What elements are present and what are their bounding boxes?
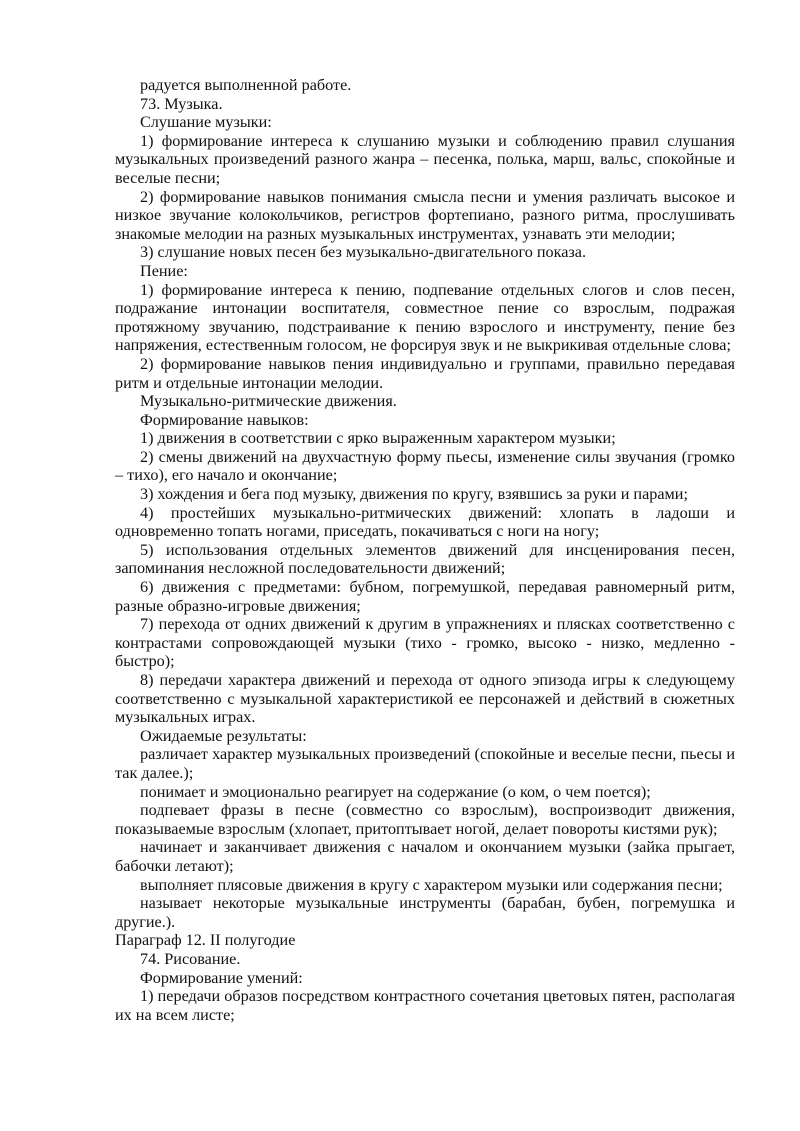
paragraph: различает характер музыкальных произведений (спокойные и веселые песни, пьесы и так далее.); — [115, 745, 735, 782]
paragraph: радуется выполненной работе. — [140, 76, 352, 94]
paragraph: 4) простейших музыкально-ритмических движений: хлопать в ладоши и одновременно топать ногами, приседать, покачиваться с ноги на ногу; — [115, 503, 735, 541]
paragraph: 1) передачи образов посредством контрастного сочетания цветовых пятен, располагая их на всем листе; — [115, 987, 735, 1024]
paragraph: Формирование умений: — [140, 968, 303, 987]
paragraph: 6) движения с предметами: бубном, погремушкой, передавая равномерный ритм, разные образно-игровые движения; — [115, 578, 735, 615]
paragraph: 7) перехода от одних движений к другим в упражнениях и плясках соответственно с контрастами сопровождающей музыки (тихо - громко, высоко - низко, медленно - быстро); — [115, 615, 735, 671]
paragraph: 74. Рисование. — [140, 949, 241, 968]
paragraph: 2) смены движений на двухчастную форму пьесы, изменение силы звучания (громко – тихо), его начало и окончание; — [115, 447, 735, 485]
paragraph: 2) формирование навыков пения индивидуально и группами, правильно передавая ритм и отдельные интонации мелодии. — [115, 354, 735, 392]
paragraph: подпевает фразы в песне (совместно со взрослым), воспроизводит движения, показываемые взрослым (хлопает, притоптывает ногой, делает повороты кистями рук); — [115, 801, 735, 838]
paragraph: Музыкально-ритмические движения. — [140, 392, 397, 411]
paragraph: Пение: — [140, 261, 188, 280]
document-body — [115, 76, 735, 1024]
paragraph: 2) формирование навыков понимания смысла песни и умения различать высокое и низкое звучание колокольчиков, регистров фортепиано, разного ритма, прослушивать знакомые мелодии на разных музыкальных инструментах, узнавать эти мелодии; — [115, 187, 735, 243]
paragraph: понимает и эмоционально реагирует на содержание (о ком, о чем поется); — [140, 782, 651, 801]
paragraph: выполняет плясовые движения в кругу с характером музыки или содержания песни; — [140, 875, 723, 894]
paragraph: начинает и заканчивает движения с началом и окончанием музыки (зайка прыгает, бабочки летают); — [115, 838, 735, 875]
paragraph: Формирование навыков: — [140, 410, 309, 429]
section-heading: Параграф 12. II полугодие — [115, 931, 296, 950]
paragraph: Слушание музыки: — [140, 113, 272, 132]
paragraph: 5) использования отдельных элементов движений для инсценирования песен, запоминания несложной последовательности движений; — [115, 540, 735, 578]
paragraph: 3) слушание новых песен без музыкально-двигательного показа. — [140, 243, 587, 262]
paragraph: 1) формирование интереса к пению, подпевание отдельных слогов и слов песен, подражание интонации воспитателя, совместное пение со взрослым, подражая протяжному звучанию, подстраивание к пению взрослого и инструменту, пение без напряжения, естественным голосом, не форсируя звук и не выкрикивая отдельные слова; — [115, 280, 735, 355]
paragraph: 1) движения в соответствии с ярко выраженным характером музыки; — [140, 429, 616, 448]
paragraph: 8) передачи характера движений и перехода от одного эпизода игры к следующему соответственно с музыкальной характеристикой ее персонажей и действий в сюжетных музыкальных играх. — [115, 671, 735, 727]
paragraph: 73. Музыка. — [140, 94, 223, 113]
paragraph: 1) формирование интереса к слушанию музыки и соблюдению правил слушания музыкальных произведений разного жанра – песенка, полька, марш, вальс, спокойные и веселые песни; — [115, 131, 735, 187]
paragraph: 3) хождения и бега под музыку, движения по кругу, взявшись за руки и парами; — [140, 485, 688, 504]
paragraph: называет некоторые музыкальные инструменты (барабан, бубен, погремушка и другие.). — [115, 894, 735, 931]
paragraph: Ожидаемые результаты: — [140, 726, 307, 745]
